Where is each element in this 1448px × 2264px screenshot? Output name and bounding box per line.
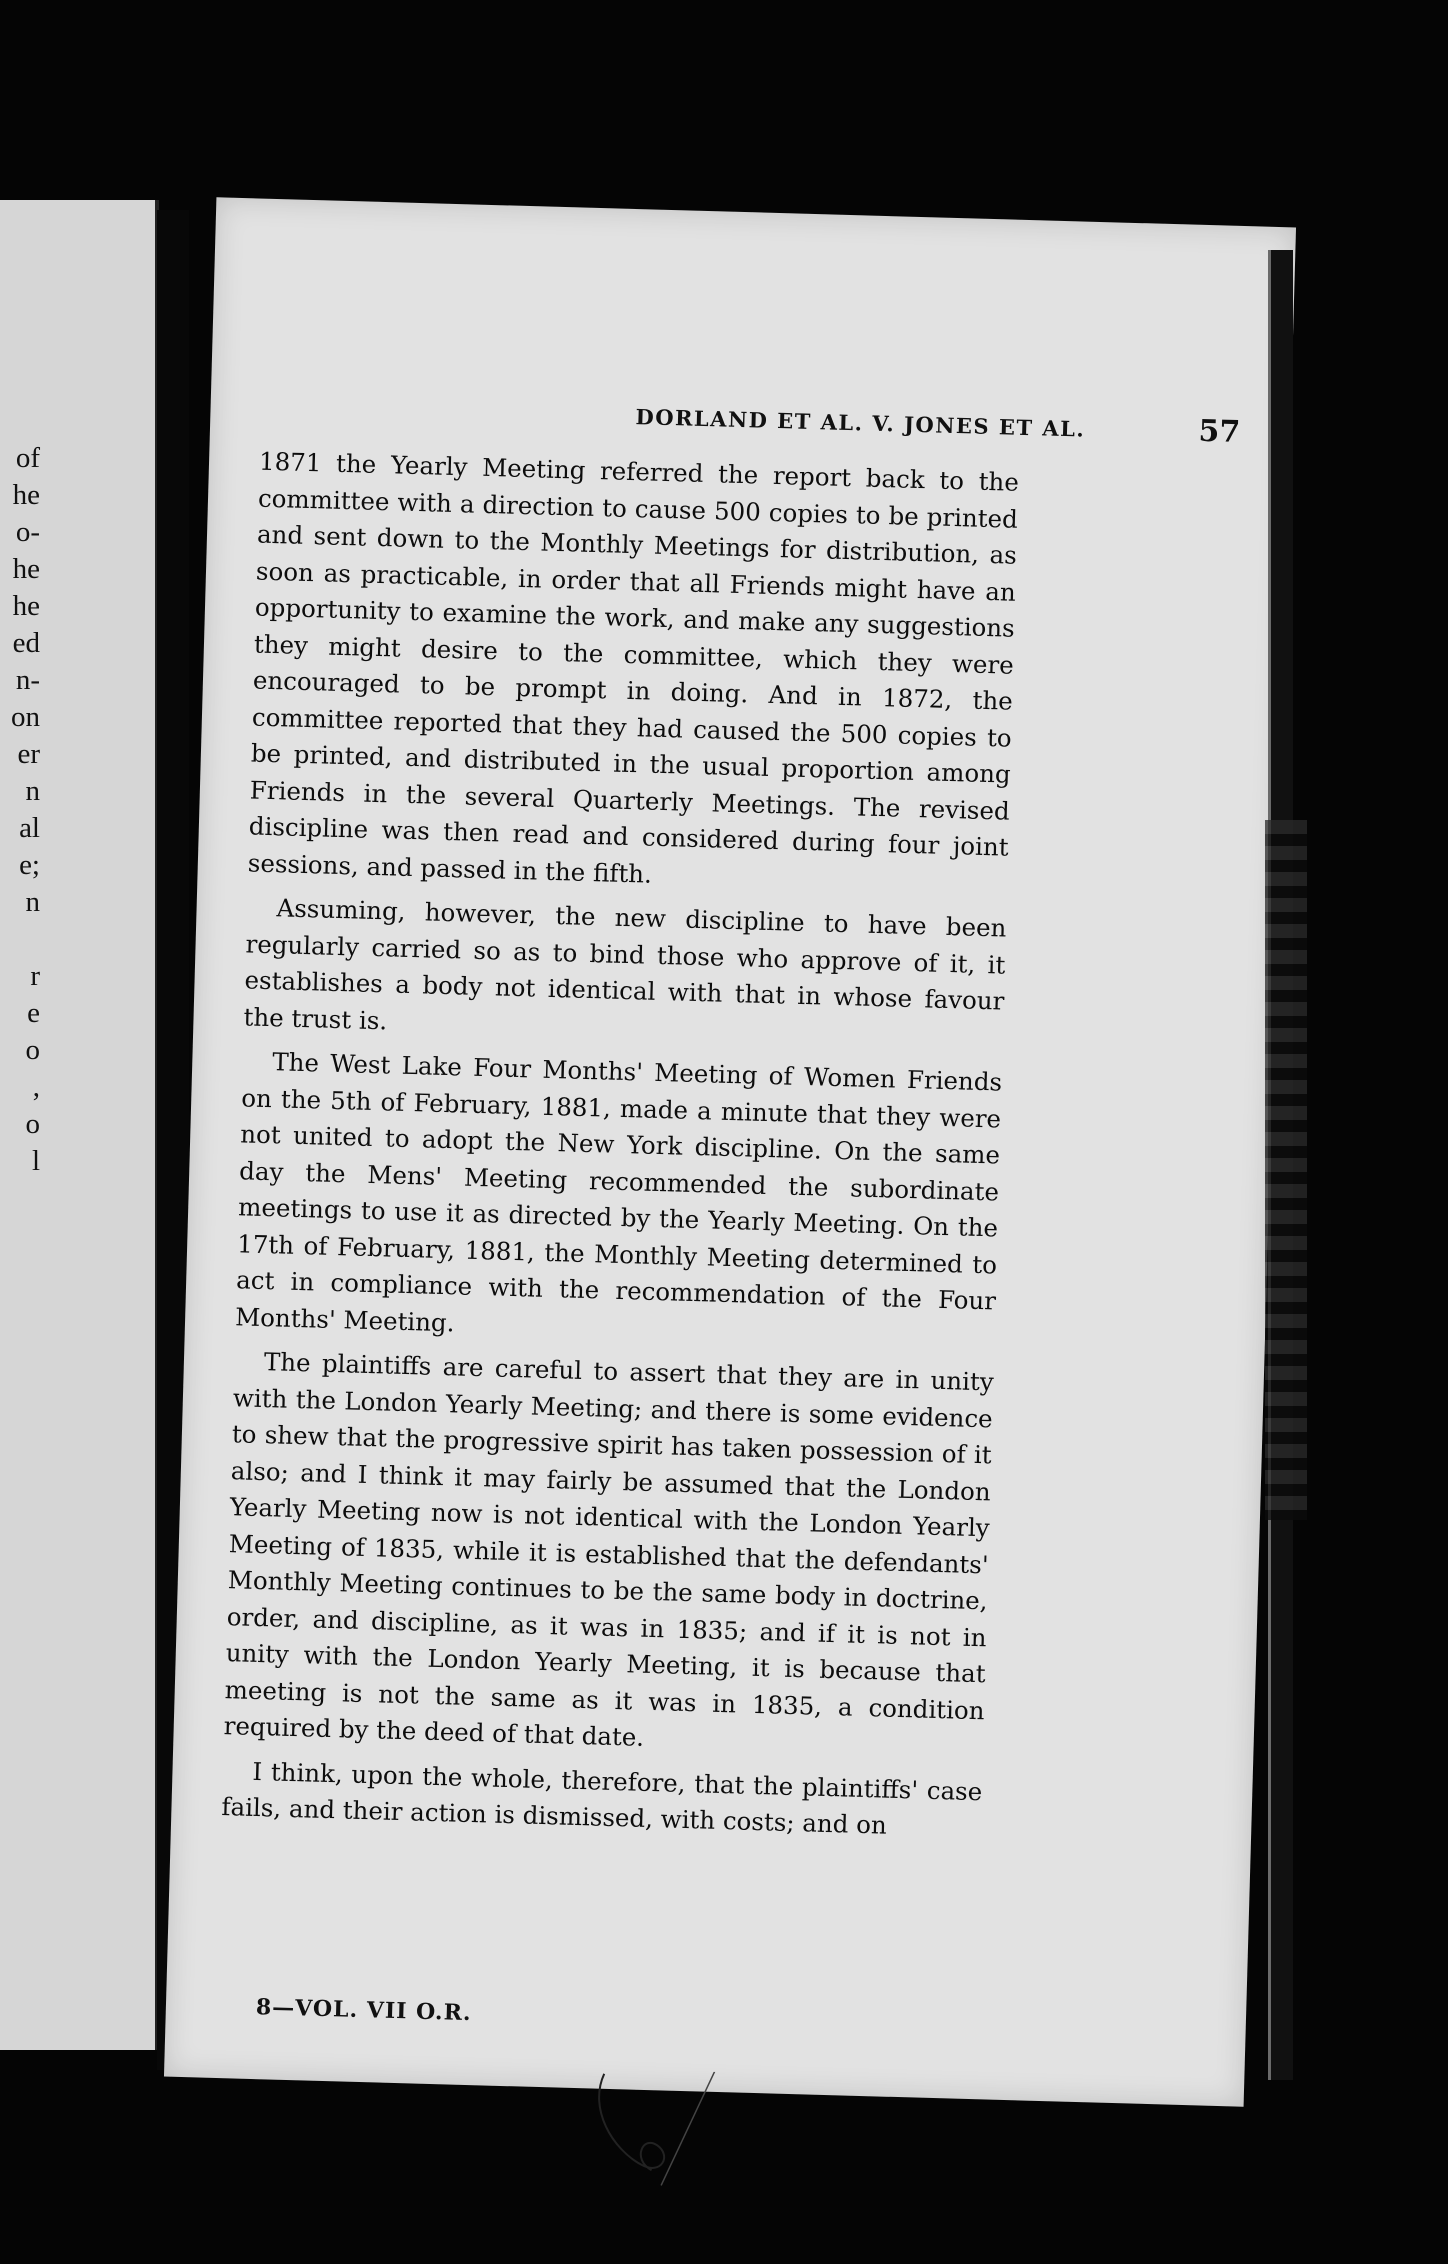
left-page-fragment-text: er [17,738,40,770]
running-title: DORLAND ET AL. V. JONES ET AL. [635,404,1086,442]
paragraph: Assuming, however, the new discipline to have been regularly carried so as to bind those who approve of it, it establishes a body not identical with that in whose favour the trust is. [243,893,1007,1035]
left-page-fragment-text: he [12,553,40,585]
book-page [164,197,1296,2106]
left-page-fragment-text: n [25,886,40,918]
left-page-fragment-text: he [12,479,40,511]
left-page-fragment-text: e [27,997,40,1029]
left-page-fragment-text: o- [15,516,40,548]
left-page-fragment-text: l [31,1145,40,1177]
left-page-fragment-text: , [32,1071,40,1103]
left-page-fragment-text: on [11,701,40,733]
left-page-fragment-text: o [25,1108,40,1140]
left-page-fragment-text: n- [15,664,40,696]
signature-mark: 8—VOL. VII O.R. [255,1994,472,2027]
left-page-fragment-text: o [25,1034,40,1066]
left-page-fragment-text: al [19,812,40,844]
paragraph: 1871 the Yearly Meeting referred the report back to the committee with a direction to cause 500 copies to be printed and sent down to the Monthly Meetings for distribution, as soon as practicable, in order that all Friends might have an opportunity to examine the work, and make any suggestions they might desire to the committee, which they were encouraged to be prompt in doing. And in 1872, the committee reported that they had caused the 500 copies to be printed, and distributed in the usual proportion among Friends in the several Quarterly Meetings. The revised discipline was then read and considered during four joint sessions, and passed in the fifth. [247,446,1020,889]
paragraph: The West Lake Four Months' Meeting of Women Friends on the 5th of February, 1881, made a minute that they were not united to adopt the New York discipline. On the same day the Mens' Meeting recommended the subordinate meetings to use it as directed by the Yearly Meeting. On the 17th of February, 1881, the Monthly Meeting determined to act in compliance with the recommendation of the Four Months' Meeting. [234,1047,1003,1337]
left-page-fragment-text: e; [19,849,40,881]
running-head [480,400,1241,450]
left-page-fragment [0,200,159,2050]
left-page-fragment-text: r [30,960,40,992]
binding-stripe [1265,820,1307,1520]
paragraph: I think, upon the whole, therefore, that the plaintiffs' case fails, and their action is dismissed, with costs; and on [221,1756,983,1840]
body-text [221,444,1019,1847]
left-page-fragment-text: n [25,775,40,807]
left-page-fragment-text: he [12,590,40,622]
left-page-fragment-text: of [15,442,40,474]
pencil-scribble [591,2069,754,2193]
paragraph: The plaintiffs are careful to assert that they are in unity with the London Yearly Meeting; and there is some evidence to shew that the progressive spirit has taken possession of it also; and I think it may fairly be assumed that the London Yearly Meeting now is not identical with the London Yearly Meeting of 1835, while it is established that the defendants' Monthly Meeting continues to be the same body in doctrine, order, and discipline, as it was in 1835; and if it is not in unity with the London Yearly Meeting, it is because that meeting is not the same as it was in 1835, a condition required by the deed of that date. [223,1347,995,1752]
page-number: 57 [1198,413,1241,450]
left-page-fragment-text: ed [12,627,40,659]
